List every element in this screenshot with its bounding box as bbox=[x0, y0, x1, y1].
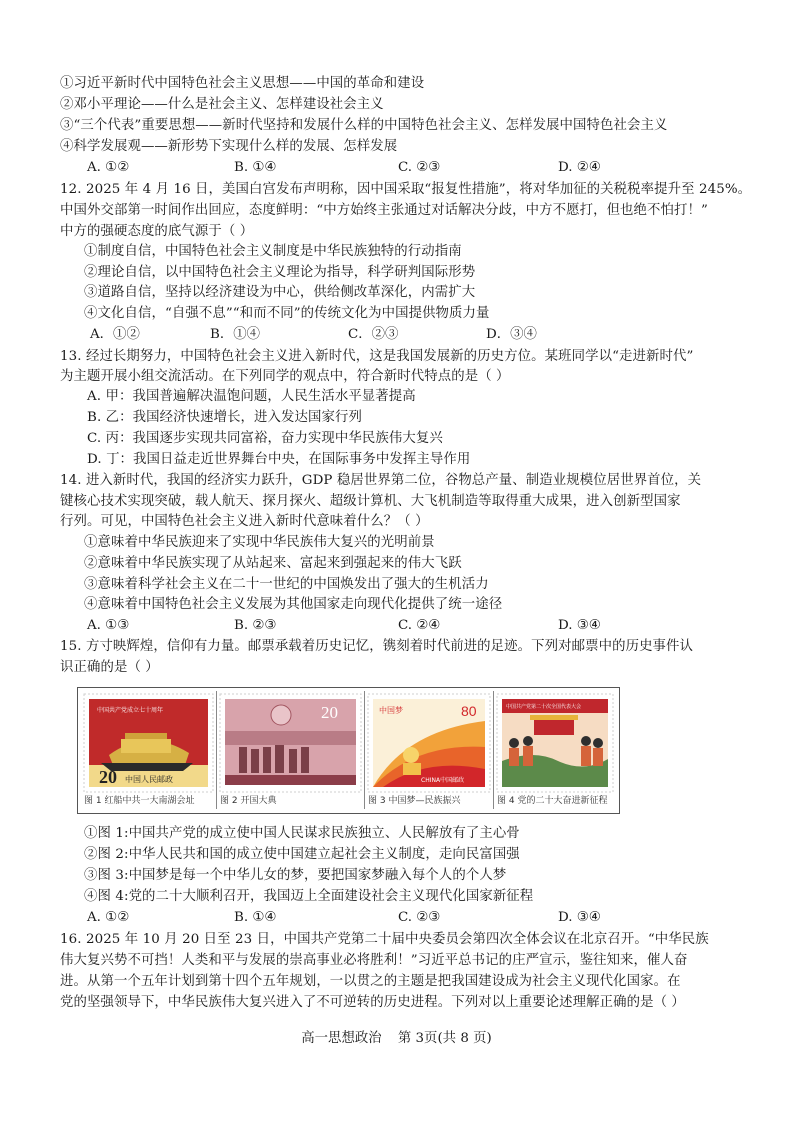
q12-item-2: ②理论自信，以中国特色社会主义理论为指导，科学研判国际形势 bbox=[84, 265, 476, 280]
q14-stem-2: 键核心技术实现突破，载人航天、探月探火、超级计算机、大飞机制造等取得重大成果，进入创新型国家 bbox=[60, 494, 681, 509]
q16-stem-4: 党的坚强领导下，中华民族伟大复兴进入了不可逆转的历史进程。下列对以上重要论述理解正确的是（ ） bbox=[60, 995, 685, 1010]
stamp-1-country: 中国人民邮政 bbox=[125, 775, 173, 784]
stamp-2-image bbox=[217, 691, 364, 795]
q11-option-a[interactable]: A. ①② bbox=[87, 160, 130, 175]
q11-item-2: ②邓小平理论——什么是社会主义、怎样建设社会主义 bbox=[60, 97, 384, 112]
q11-option-b[interactable]: B. ①④ bbox=[234, 160, 277, 175]
stamp-3-value: 80 bbox=[461, 703, 477, 719]
stamp-3-caption: 图 3 中国梦—民族振兴 bbox=[368, 796, 461, 806]
q15-item-4: ④图 4:党的二十大顺利召开，我国迈上全面建设社会主义现代化国家新征程 bbox=[84, 889, 534, 904]
q15-option-c[interactable]: C. ②③ bbox=[398, 910, 441, 925]
q12-option-d[interactable]: D．③④ bbox=[486, 327, 537, 342]
q14-item-3: ③意味着科学社会主义在二十一世纪的中国焕发出了强大的生机活力 bbox=[84, 577, 489, 592]
q13-option-d[interactable]: D. 丁：我国日益走近世界舞台中央，在国际事务中发挥主导作用 bbox=[87, 452, 471, 467]
q12-item-3: ③道路自信，坚持以经济建设为中心，供给侧改革深化，内需扩大 bbox=[84, 285, 476, 300]
q14-option-d[interactable]: D. ③④ bbox=[558, 618, 601, 633]
stamp-figure-strip bbox=[77, 687, 620, 814]
q15-stem-2: 识正确的是（ ） bbox=[60, 660, 159, 675]
q13-stem-1: 13. 经过长期努力，中国特色社会主义进入新时代，这是我国发展新的历史方位。某班同学以“走进新时代” bbox=[60, 349, 694, 364]
q12-option-b[interactable]: B．①④ bbox=[210, 327, 261, 342]
stamp-3-country: CHINA中国邮政 bbox=[421, 777, 465, 784]
q12-option-c[interactable]: C．②③ bbox=[348, 327, 399, 342]
q15-option-d[interactable]: D. ③④ bbox=[558, 910, 601, 925]
q13-option-a[interactable]: A. 甲：我国普遍解决温饱问题，人民生活水平显著提高 bbox=[87, 389, 416, 404]
q12-item-4: ④文化自信，“自强不息”“和而不同”的传统文化为中国提供物质力量 bbox=[84, 306, 490, 321]
q11-item-4: ④科学发展观——新形势下实现什么样的发展、怎样发展 bbox=[60, 139, 398, 154]
q14-stem-1: 14. 进入新时代，我国的经济实力跃升，GDP 稳居世界第二位，谷物总产量、制造业规模位居世界首位，关 bbox=[60, 473, 702, 488]
stamp-2-value: 20 bbox=[321, 703, 338, 722]
q15-item-2: ②图 2:中华人民共和国的成立使中国建立起社会主义制度，走向民富国强 bbox=[84, 847, 520, 862]
page-footer bbox=[0, 1031, 793, 1047]
stamp-4 bbox=[494, 691, 616, 809]
stamp-1-caption: 图 1 红船中共一大南湖会址 bbox=[84, 796, 195, 806]
q16-stem-1: 16. 2025 年 10 月 20 日至 23 日，中国共产党第二十届中央委员会第四次全体会议在北京召开。“中华民族 bbox=[60, 932, 709, 947]
stamp-3 bbox=[365, 691, 494, 809]
stamp-4-caption: 图 4 党的二十大奋进新征程 bbox=[497, 796, 608, 806]
q13-option-c[interactable]: C. 丙：我国逐步实现共同富裕，奋力实现中华民族伟大复兴 bbox=[87, 431, 443, 446]
q13-option-b[interactable]: B. 乙：我国经济快速增长，进入发达国家行列 bbox=[87, 410, 362, 425]
q14-stem-3: 行列。可见，中国特色社会主义进入新时代意味着什么？（ ） bbox=[60, 514, 429, 529]
q14-item-2: ②意味着中华民族实现了从站起来、富起来到强起来的伟大飞跃 bbox=[84, 556, 462, 571]
q14-option-b[interactable]: B. ②③ bbox=[234, 618, 277, 633]
q12-option-a[interactable]: A．①② bbox=[90, 327, 140, 342]
footer-subject: 高一思想政治 bbox=[301, 1031, 382, 1046]
q14-option-a[interactable]: A. ①③ bbox=[87, 618, 130, 633]
q14-item-4: ④意味着中国特色社会主义发展为其他国家走向现代化提供了统一途径 bbox=[84, 597, 503, 612]
q14-option-c[interactable]: C. ②④ bbox=[398, 618, 441, 633]
stamp-1-value: 20 bbox=[99, 767, 117, 787]
q13-stem-2: 为主题开展小组交流活动。在下列同学的观点中，符合新时代特点的是（ ） bbox=[60, 369, 510, 384]
q15-item-1: ①图 1:中国共产党的成立使中国人民谋求民族独立、人民解放有了主心骨 bbox=[84, 826, 520, 841]
stamp-3-top-text: 中国梦 bbox=[379, 706, 403, 715]
q15-option-b[interactable]: B. ①④ bbox=[234, 910, 277, 925]
q12-stem-2: 中国外交部第一时间作出回应，态度鲜明：“中方始终主张通过对话解决分歧，中方不愿打，但也绝不怕打！” bbox=[60, 203, 708, 218]
q12-stem-3: 中方的强硬态度的底气源于（ ） bbox=[60, 224, 254, 239]
q11-option-d[interactable]: D. ②④ bbox=[558, 160, 601, 175]
stamp-2 bbox=[217, 691, 365, 809]
q14-item-1: ①意味着中华民族迎来了实现中华民族伟大复兴的光明前景 bbox=[84, 535, 435, 550]
q15-option-a[interactable]: A. ①② bbox=[87, 910, 130, 925]
footer-page-number: 第 3页(共 8 页) bbox=[397, 1031, 492, 1046]
q15-item-3: ③图 3:中国梦是每一个中华儿女的梦，要把国家梦融入每个人的个人梦 bbox=[84, 868, 507, 883]
q12-stem-1: 12. 2025 年 4 月 16 日，美国白宫发布声明称，因中国采取“报复性措施”，将对华加征的关税税率提升至 245%。 bbox=[60, 182, 752, 197]
stamp-1-top-text: 中国共产党成立七十周年 bbox=[97, 707, 164, 714]
q11-option-c[interactable]: C. ②③ bbox=[398, 160, 441, 175]
q15-stem-1: 15. 方寸映辉煌，信仰有力量。邮票承载着历史记忆，镌刻着时代前进的足迹。下列对邮票中的历史事件认 bbox=[60, 639, 694, 654]
q16-stem-2: 伟大复兴势不可挡！人类和平与发展的崇高事业必将胜利！”习近平总书记的庄严宣示，鉴往知来，催人奋 bbox=[60, 953, 688, 968]
stamp-1 bbox=[81, 691, 217, 809]
q11-item-1: ①习近平新时代中国特色社会主义思想——中国的革命和建设 bbox=[60, 76, 425, 91]
q16-stem-3: 进。从第一个五年计划到第十四个五年规划，一以贯之的主题是把我国建设成为社会主义现代化国家。在 bbox=[60, 974, 681, 989]
stamp-4-top-text: 中国共产党第二十次全国代表大会 bbox=[506, 704, 582, 710]
q11-item-3: ③“三个代表”重要思想——新时代坚持和发展什么样的中国特色社会主义、怎样发展中国特色社会主义 bbox=[60, 118, 668, 133]
q12-item-1: ①制度自信，中国特色社会主义制度是中华民族独特的行动指南 bbox=[84, 244, 462, 259]
stamp-2-caption: 图 2 开国大典 bbox=[220, 796, 277, 806]
